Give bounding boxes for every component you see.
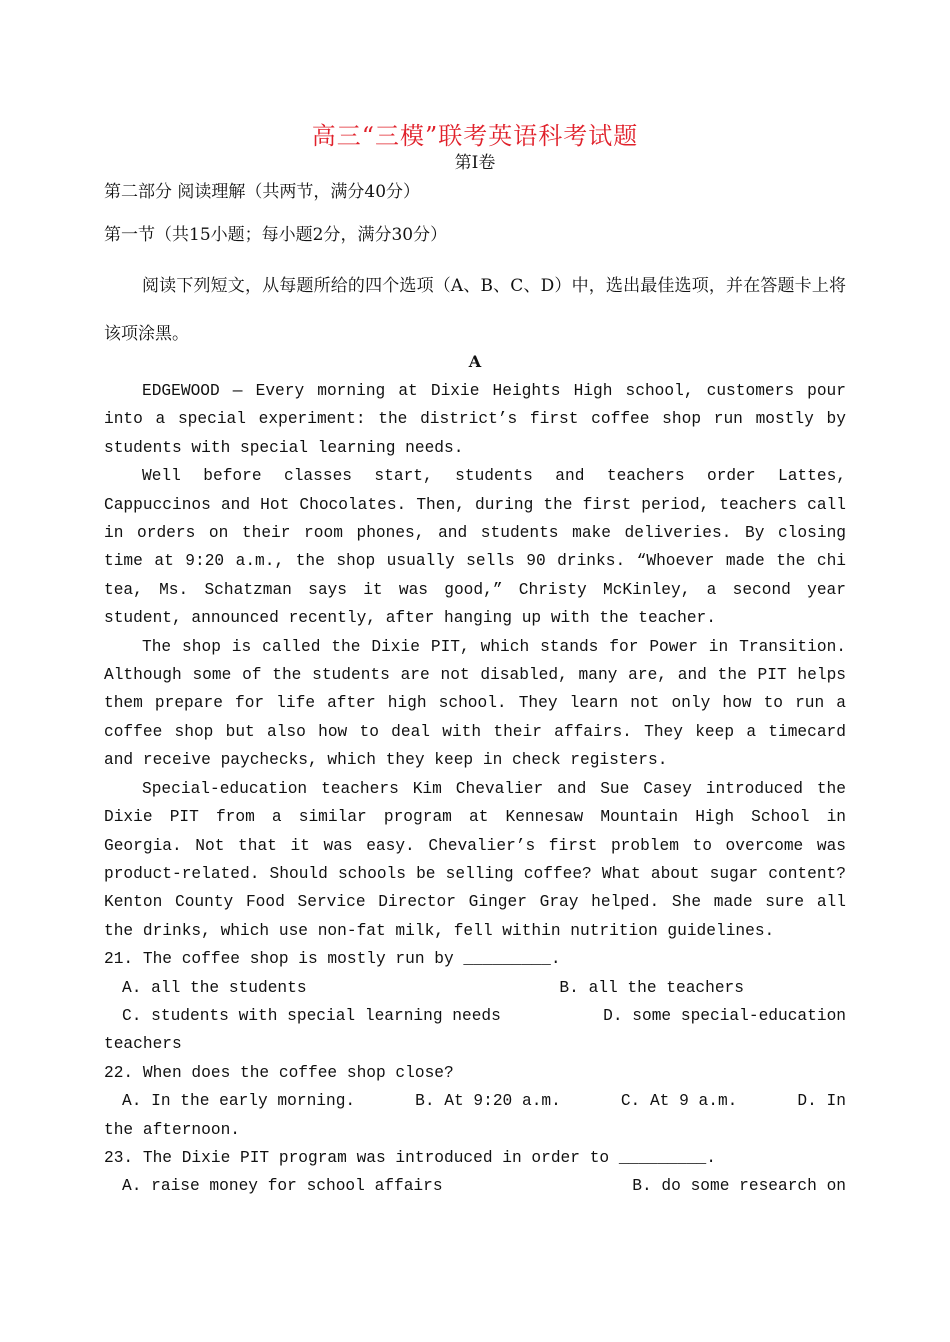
question-21-option-d[interactable]: D. some special-education bbox=[603, 1006, 846, 1025]
passage-paragraph-1: EDGEWOOD — Every morning at Dixie Heights High school, customers pour into a special experiment: the district’s first coffee shop run mostly by students with special learning needs. bbox=[104, 382, 846, 457]
passage-paragraph-4: Special-education teachers Kim Chevalier and Sue Casey introduced the Dixie PIT from a similar program at Kennesaw Mountain High School in Georgia. Not that it was easy. Chevalier’s first problem to overcome was product-related. Should schools be selling coffee? What about sugar content? Kenton County Food Service Director Ginger Gray helped. She made sure all the drinks, which use non-fat milk, fell within nutrition guidelines. bbox=[104, 779, 846, 940]
exam-title: 高三“三模”联考英语科考试题 bbox=[311, 122, 639, 150]
passage-body bbox=[104, 377, 846, 1201]
volume-label: 第Ⅰ卷 bbox=[454, 153, 496, 173]
question-21-option-a[interactable]: A. all the students bbox=[122, 978, 307, 997]
question-22-option-d-continuation: the afternoon. bbox=[104, 1120, 240, 1139]
question-21-options-row-2 bbox=[104, 1002, 846, 1030]
instructions: 阅读下列短文，从每题所给的四个选项（A、B、C、D）中，选出最佳选项，并在答题卡上将该项涂黑。 bbox=[104, 276, 846, 344]
question-22-option-b[interactable]: B. At 9:20 a.m. bbox=[415, 1092, 561, 1111]
question-21-option-c[interactable]: C. students with special learning needs bbox=[122, 1006, 501, 1025]
passage-paragraph-3: The shop is called the Dixie PIT, which stands for Power in Transition. Although some of the students are not disabled, many are, and the PIT helps them prepare for life after high school. They learn not only how to run a coffee shop but also how to deal with their affairs. They keep a timecard and receive paychecks, which they keep in check registers. bbox=[104, 637, 846, 770]
question-21-option-b[interactable]: B. all the teachers bbox=[559, 978, 744, 997]
subsection-heading: 第一节（共15小题；每小题2分，满分30分） bbox=[104, 225, 448, 245]
question-23-option-a[interactable]: A. raise money for school affairs bbox=[122, 1177, 443, 1196]
question-22-stem: 22. When does the coffee shop close? bbox=[104, 1063, 454, 1082]
question-23-stem: 23. The Dixie PIT program was introduced in order to _________. bbox=[104, 1148, 716, 1167]
question-21-options-row-1 bbox=[104, 974, 846, 1002]
question-23-option-b[interactable]: B. do some research on bbox=[632, 1177, 846, 1196]
question-23-options-row bbox=[104, 1172, 846, 1200]
question-22-options-row bbox=[104, 1087, 846, 1115]
question-22-option-d[interactable]: D. In bbox=[797, 1092, 846, 1111]
question-21-option-d-continuation: teachers bbox=[104, 1035, 182, 1054]
part-heading: 第二部分 阅读理解（共两节，满分40分） bbox=[104, 182, 421, 202]
question-22-option-c[interactable]: C. At 9 a.m. bbox=[620, 1092, 738, 1111]
question-22-option-a[interactable]: A. In the early morning. bbox=[122, 1092, 356, 1111]
passage-paragraph-2: Well before classes start, students and teachers order Lattes, Cappuccinos and Hot Chocolates. Then, during the first period, teachers call in orders on their room phones, and students make deliveries. By closing time at 9:20 a.m., the shop usually sells 90 drinks. “Whoever made the chi tea, Ms. Schatzman says it was good,” Christy McKinley, a second year student, announced recently, after hanging up with the teacher. bbox=[104, 467, 846, 628]
question-21-stem: 21. The coffee shop is mostly run by _________. bbox=[104, 950, 561, 969]
passage-label: A bbox=[468, 352, 482, 371]
